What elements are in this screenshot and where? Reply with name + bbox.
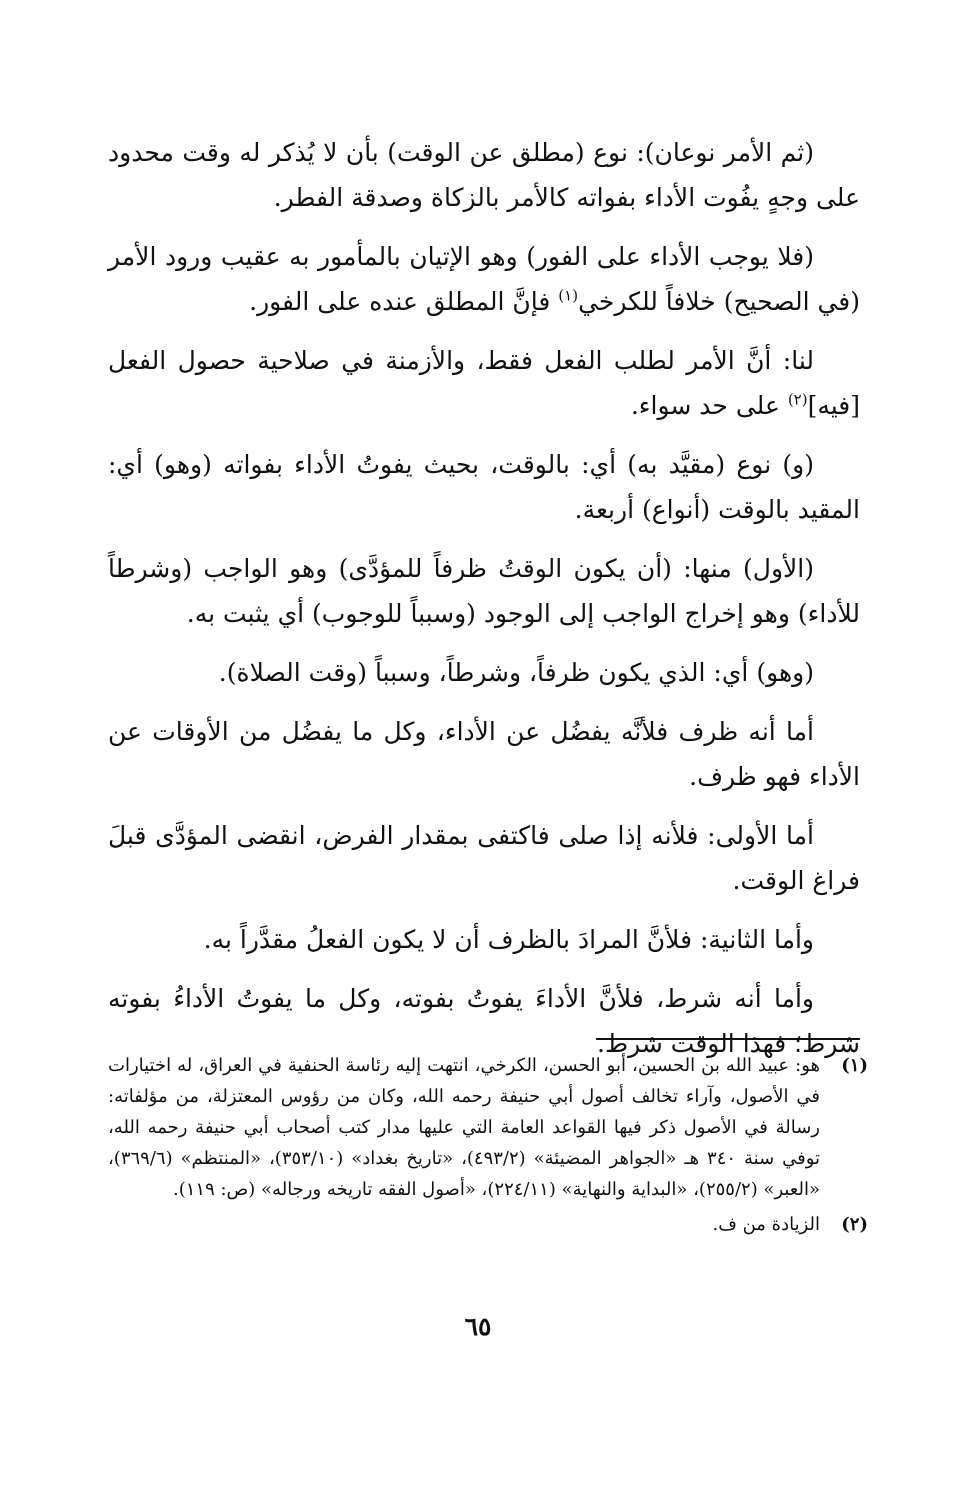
footnote-2	[108, 1209, 868, 1240]
paragraph-2-text: (فلا يوجب الأداء على الفور) وهو الإتيان بالمأمور به عقيب ورود الأمر (في الصحيح) خلافاً للكرخي	[108, 242, 860, 316]
footnote-number: (١)	[841, 1055, 868, 1076]
paragraph-9: وأما الثانية: فلأنَّ المرادَ بالظرف أن لا يكون الفعلُ مقدَّراً به.	[203, 925, 814, 954]
paragraph-5: (الأول) منها: (أن يكون الوقتُ ظرفاً للمؤدَّى) وهو الواجب (وشرطاً للأداء) وهو إخراج الواجب إلى الوجود (وسبباً للوجوب) أي يثبت به.	[108, 554, 860, 628]
paragraph-10: وأما أنه شرط، فلأنَّ الأداءَ يفوتُ بفوته، وكل ما يفوتُ الأداءُ بفوته شرط؛ فهذا الوقت شرط.	[108, 984, 860, 1058]
paragraph-6: (وهو) أي: الذي يكون ظرفاً، وشرطاً، وسبباً (وقت الصلاة).	[218, 658, 814, 687]
footnote-text: هو: عبيد الله بن الحسين، أبو الحسن، الكرخي، انتهت إليه رئاسة الحنفية في العراق، له اختيارات في الأصول، وآراء تخالف أصول أبي حنيفة رحمه الله، وكان من رؤوس المعتزلة، من مؤلفاته: رسالة في الأصول ذكر فيها القواعد العامة التي عليها مدار كتب أصحاب أبي حنيفة رحمه الله، توفي سنة ٣٤٠ هـ «الجواهر المضيئة» (٤٩٣/٢)، «تاريخ بغداد» (٣٥٣/١٠)، «المنتظم» (٣٦٩/٦)، «العبر» (٢٥٥/٢)، «البداية والنهاية» (٢٢٤/١١)، «أصول الفقه تاريخه ورجاله» (ص: ١١٩).	[108, 1055, 821, 1200]
paragraph-8: أما الأولى: فلأنه إذا صلى فاكتفى بمقدار الفرض، انقضى المؤدَّى قبلَ فراغ الوقت.	[108, 821, 860, 895]
paragraph-1: (ثم الأمر نوعان): نوع (مطلق عن الوقت) بأن لا يُذكر له وقت محدود على وجهٍ يفُوت الأداء بفواته كالأمر بالزكاة وصدقة الفطر.	[108, 138, 860, 212]
footnote-text: الزيادة من ف.	[712, 1214, 820, 1235]
footnote-ref-2[interactable]: (٢)	[787, 390, 808, 409]
footnotes	[108, 1050, 868, 1244]
footnote-ref-1[interactable]: (١)	[558, 286, 579, 305]
paragraph-4: (و) نوع (مقيَّد به) أي: بالوقت، بحيث يفوتُ الأداء بفواته (وهو) أي: المقيد بالوقت (أنواع) أربعة.	[108, 450, 860, 524]
page-number: ٦٥	[464, 1312, 492, 1341]
paragraph-3-text: لنا: أنَّ الأمر لطلب الفعل فقط، والأزمنة في صلاحية حصول الفعل [فيه]	[108, 346, 860, 420]
paragraph-7: أما أنه ظرف فلأنَّه يفضُل عن الأداء، وكل ما يفضُل من الأوقات عن الأداء فهو ظرف.	[108, 717, 860, 791]
footnote-number: (٢)	[841, 1214, 868, 1235]
paragraph-2	[108, 234, 860, 324]
paragraph-3-tail: على حد سواء.	[630, 391, 788, 420]
main-text	[108, 130, 860, 1080]
paragraph-2-tail: فإنَّ المطلق عنده على الفور.	[249, 287, 559, 316]
footnote-separator	[596, 1038, 860, 1040]
paragraph-3	[108, 338, 860, 428]
footnote-1	[108, 1050, 868, 1205]
